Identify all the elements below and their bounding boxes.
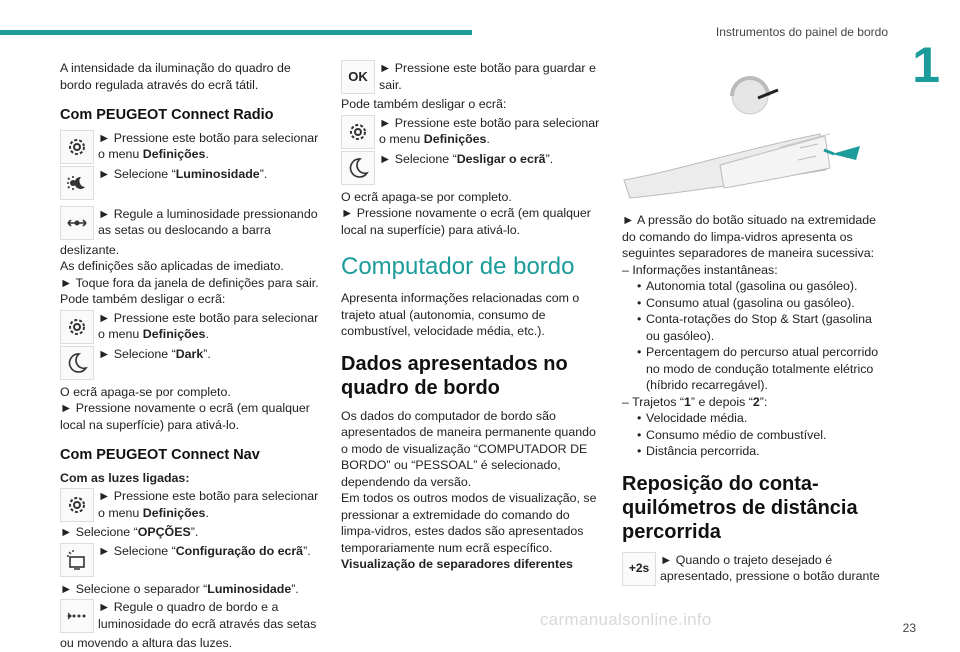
reset-heading: Reposição do conta-quilómetros de distância percorrida (622, 472, 858, 543)
watermark: carmanualsonline.info (540, 610, 712, 629)
trip-list: • Velocidade média. • Consumo médio de combustível. • Distância percorrida. (622, 410, 888, 460)
nav-step-settings: ► Pressione este botão para selecionar o menu Definições. (60, 488, 322, 522)
nav-step-settings-off: ► Pressione este botão para selecionar o menu Definições. (341, 115, 603, 149)
settings-gear-icon (60, 310, 94, 344)
radio-step-dark: ► Selecione “Dark”. (60, 346, 322, 380)
dados-heading: Dados apresentados no quadro de bordo (341, 352, 568, 399)
reset-step: +2s ► Quando o trajeto desejado é apresentado, pressione o botão durante (622, 552, 888, 586)
wiper-stalk-illustration (620, 70, 880, 205)
column-middle: OK ► Pressione este botão para guardar e sair. Pode também desligar o ecrã: ► Pressione este botão para selecionar o menu Definições. ► Selecione “Desligar o ecrã”. O ecrã apaga-se por completo. ► Pressione novamente o ecrã (em qualquer local na superfície) para ativá-lo. Computador de bordo Apresenta informações relacionadas com o trajeto atual (autonomia, consumo de combustível, velocidade média, etc.). Dados apresentados no quadro de bordo Os dados do computador de bordo são apresentados de maneira permanente quando o modo de visualização “COMPUTADOR DE BORDO” ou “PESSOAL” é selecionado, dependendo da versão. Em todos os outros modos de visualização, se pressionar a extremidade do comando do limpa-vidros, estes dados são apresentados temporariamente num ecrã específico. Visualização de separadores diferentes (341, 60, 603, 573)
nav-heading: Com PEUGEOT Connect Nav (60, 447, 260, 463)
radio-step-settings-2: ► Pressione este botão para selecionar o menu Definições. (60, 310, 322, 344)
radio-step-settings: ► Pressione este botão para selecionar o menu Definições. (60, 130, 322, 164)
nav-step-adjust: ► Regule o quadro de bordo e a luminosidade do ecrã através das setas (60, 599, 322, 633)
header-accent-bar (0, 30, 472, 35)
column-left: A intensidade da iluminação do quadro de bordo regulada através do ecrã tátil. Com PEUGEOT Connect Radio ► Pressione este botão para selecionar o menu Definições. ► Selecione “Luminosidade”. ► Regule a luminosidade pressionando as setas ou deslocando a barra deslizante. As definições são aplicadas de imediato. ► Toque fora da janela de definições para sair. Pode também desligar o ecrã: ► Pressione este botão para selecionar o menu Definições. ► Selecione “Dark”. O ecrã apaga-se por completo. ► Pressione novamente o ecrã (em qualquer local na superfície) para ativá-lo. Com PEUGEOT Connect Nav Com as luzes ligadas: ► Pressione este botão para selecionar o menu Definições. ► Selecione “OPÇÕES”. ► Selecione “Configuração do ecrã”. ► Selecione o separador “Luminosidade”. ► Regule o quadro de bordo e a luminosidade do ecrã através das setas ou movendo a altura das luzes. (60, 60, 322, 652)
screen-brightness-icon (60, 543, 94, 577)
settings-gear-icon (60, 488, 94, 522)
dots-slider-icon (60, 599, 94, 633)
settings-gear-icon (60, 130, 94, 164)
nav-step-screen-off: ► Selecione “Desligar o ecrã”. (341, 151, 603, 185)
running-title: Instrumentos do painel de bordo (715, 25, 888, 39)
radio-step-brightness: ► Selecione “Luminosidade”. (60, 166, 322, 200)
radio-heading: Com PEUGEOT Connect Radio (60, 107, 274, 123)
computer-heading: Computador de bordo (341, 253, 575, 280)
nav-step-screen-config: ► Selecione “Configuração do ecrã”. (60, 543, 322, 577)
ok-button-icon: OK (341, 60, 375, 94)
ok-step: OK ► Pressione este botão para guardar e sair. (341, 60, 603, 94)
intro-text: A intensidade da iluminação do quadro de bordo regulada através do ecrã tátil. (60, 61, 291, 92)
radio-step-adjust: ► Regule a luminosidade pressionando as setas ou deslocando a barra (60, 206, 322, 240)
brightness-icon (60, 166, 94, 200)
instant-info-list: • Autonomia total (gasolina ou gasóleo). • Consumo atual (gasolina ou gasóleo). • Conta-rotações do Stop & Start (gasolina ou gasóleo). • Percentagem do percurso atual percorrido no modo de condução totalmente elétrico (híbrido recarregável). (622, 278, 888, 394)
column-right: ► A pressão do botão situado na extremidade do comando do limpa-vidros apresenta os seguintes separadores de maneira sucessiva: – Informações instantâneas: • Autonomia total (gasolina ou gasóleo). • Consumo atual (gasolina ou gasóleo). • Conta-rotações do Stop & Start (gasolina ou gasóleo). • Percentagem do percurso atual percorrido no modo de condução totalmente elétrico (híbrido recarregável). – Trajetos “1” e depois “2”: • Velocidade média. • Consumo médio de combustível. • Distância percorrida. Reposição do conta-quilómetros de distância percorrida +2s ► Quando o trajeto desejado é apresentado, pressione o botão durante (622, 212, 888, 588)
settings-gear-icon (341, 115, 375, 149)
moon-icon (341, 151, 375, 185)
chapter-number: 1 (912, 37, 940, 93)
page-number: 23 (902, 621, 916, 635)
press-2s-icon: +2s (622, 552, 656, 586)
tabs-heading: Visualização de separadores diferentes (341, 557, 573, 571)
slider-arrows-icon (60, 206, 94, 240)
moon-icon (60, 346, 94, 380)
